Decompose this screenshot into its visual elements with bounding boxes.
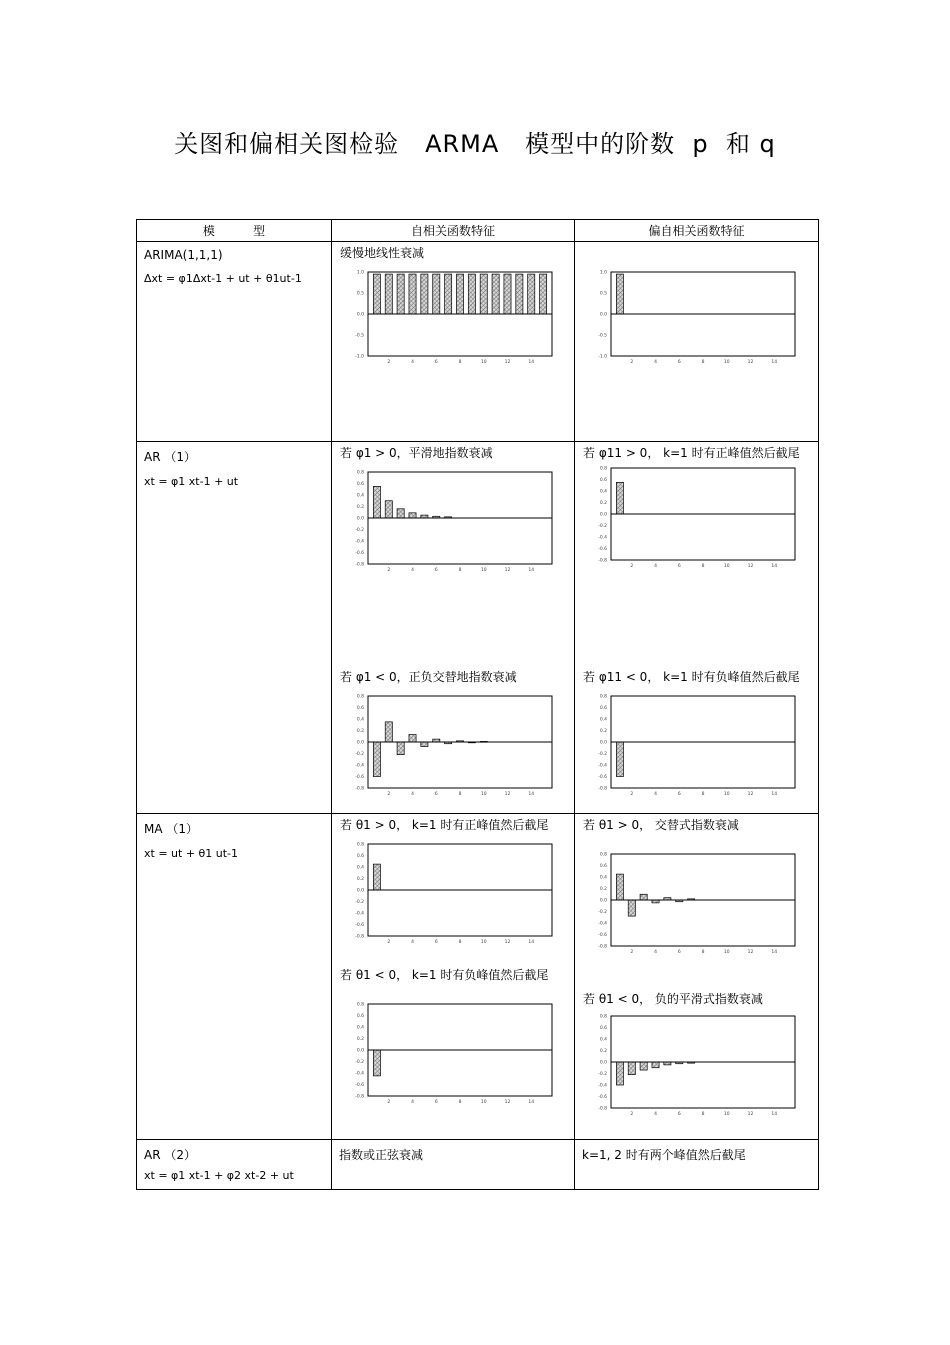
- bar: [385, 501, 392, 518]
- x-tick-label: 2: [387, 940, 391, 945]
- x-tick-label: 2: [630, 792, 634, 797]
- y-tick-label: 0.6: [356, 482, 364, 487]
- y-tick-label: -0.4: [598, 921, 607, 927]
- bar: [628, 1062, 635, 1075]
- bar: [421, 742, 428, 747]
- y-tick-label: 0.4: [356, 1025, 364, 1031]
- bar: [421, 274, 428, 314]
- bar: [397, 742, 404, 755]
- y-tick-label: 0.2: [356, 729, 364, 734]
- x-tick-label: 2: [387, 792, 391, 797]
- x-tick-label: 6: [677, 360, 681, 365]
- x-tick-label: 10: [480, 360, 487, 365]
- model-name: ARIMA(1,1,1): [144, 248, 223, 262]
- y-tick-label: -0.8: [355, 1094, 364, 1100]
- y-tick-label: -0.2: [355, 528, 364, 533]
- acf-chart-positive: [338, 840, 560, 948]
- y-tick-label: 0.0: [356, 312, 364, 318]
- y-tick-label: -0.8: [355, 562, 364, 568]
- y-tick-label: -0.5: [598, 333, 607, 339]
- x-tick-label: 6: [677, 792, 681, 797]
- model-name: AR （2）: [144, 1148, 196, 1162]
- x-tick-label: 6: [434, 940, 438, 945]
- x-tick-label: 12: [747, 360, 754, 365]
- x-tick-label: 8: [701, 950, 705, 955]
- bar: [616, 482, 623, 514]
- y-tick-label: 0.2: [599, 729, 607, 734]
- y-tick-label: 0.8: [599, 852, 607, 858]
- x-tick-label: 14: [528, 1100, 535, 1105]
- pacf-caption: k=1, 2 时有两个峰值然后截尾: [582, 1148, 746, 1162]
- bar: [468, 274, 475, 314]
- x-tick-label: 6: [677, 564, 681, 569]
- y-tick-label: -0.6: [598, 933, 607, 938]
- x-tick-label: 8: [458, 1100, 462, 1105]
- x-tick-label: 6: [434, 1100, 438, 1105]
- y-tick-label: 0.0: [356, 516, 364, 522]
- acf-cell: [332, 814, 575, 1140]
- model-formula: xt = φ1 xt-1 + ut: [144, 475, 239, 488]
- x-tick-label: 4: [411, 360, 414, 365]
- bar: [373, 486, 380, 518]
- x-tick-label: 12: [747, 950, 754, 955]
- table-row: [137, 1140, 819, 1190]
- model-formula: Δxt = φ1Δxt-1 + ut + θ1ut-1: [144, 272, 302, 285]
- bar: [433, 274, 440, 314]
- x-tick-label: 14: [771, 792, 778, 797]
- x-tick-label: 12: [504, 940, 511, 945]
- bar: [652, 1062, 659, 1068]
- pacf-cell: [575, 1140, 819, 1190]
- bar: [397, 509, 404, 518]
- model-cell: [137, 442, 332, 814]
- y-tick-label: 0.0: [599, 512, 607, 518]
- x-tick-label: 8: [701, 564, 705, 569]
- y-tick-label: 0.2: [599, 1049, 607, 1054]
- x-tick-label: 4: [411, 1100, 414, 1105]
- acf-chart-negative: [338, 692, 560, 800]
- y-tick-label: -0.6: [355, 775, 364, 780]
- x-tick-label: 14: [528, 792, 535, 797]
- x-tick-label: 8: [458, 568, 462, 573]
- pacf-caption-negative: 若 θ1 < 0， 负的平滑式指数衰减: [583, 992, 763, 1006]
- y-tick-label: -0.8: [598, 786, 607, 792]
- model-formula: xt = φ1 xt-1 + φ2 xt-2 + ut: [144, 1169, 294, 1182]
- table-header-row: [137, 220, 819, 242]
- y-tick-label: 0.4: [356, 717, 364, 723]
- x-tick-label: 6: [434, 792, 438, 797]
- x-tick-label: 14: [528, 360, 535, 365]
- acf-caption: 缓慢地线性衰减: [340, 246, 425, 260]
- x-tick-label: 14: [528, 568, 535, 573]
- x-tick-label: 6: [677, 950, 681, 955]
- x-tick-label: 8: [458, 792, 462, 797]
- bar: [385, 722, 392, 742]
- y-tick-label: -0.6: [598, 547, 607, 552]
- bar: [492, 274, 499, 314]
- y-tick-label: -0.8: [598, 558, 607, 564]
- x-tick-label: 12: [747, 564, 754, 569]
- pacf-cell: [575, 242, 819, 442]
- y-tick-label: 0.0: [599, 1060, 607, 1066]
- bar: [409, 274, 416, 314]
- x-tick-label: 12: [504, 792, 511, 797]
- bar: [616, 874, 623, 900]
- bar: [445, 274, 452, 314]
- x-tick-label: 10: [723, 1112, 730, 1117]
- y-tick-label: -0.8: [598, 1106, 607, 1112]
- y-tick-label: -0.8: [598, 944, 607, 950]
- pacf-chart-positive: [581, 464, 803, 572]
- x-tick-label: 4: [654, 792, 657, 797]
- bar: [373, 1050, 380, 1076]
- y-tick-label: 0.6: [599, 1026, 607, 1031]
- y-tick-label: 0.6: [356, 854, 364, 859]
- y-tick-label: 0.8: [356, 842, 364, 848]
- y-tick-label: -0.2: [598, 524, 607, 529]
- y-tick-label: 0.6: [356, 1014, 364, 1019]
- x-tick-label: 10: [480, 568, 487, 573]
- bar: [456, 274, 463, 314]
- y-tick-label: 0.8: [356, 1002, 364, 1008]
- acf-caption-positive: 若 θ1 > 0， k=1 时有正峰值然后截尾: [340, 818, 549, 832]
- acf-caption: 指数或正弦衰减: [339, 1148, 424, 1162]
- y-tick-label: 0.4: [599, 1037, 607, 1043]
- header-model: 模 型: [137, 220, 332, 242]
- x-tick-label: 2: [387, 360, 391, 365]
- y-tick-label: 0.8: [599, 466, 607, 472]
- x-tick-label: 12: [747, 1112, 754, 1117]
- x-tick-label: 8: [458, 360, 462, 365]
- y-tick-label: -0.4: [598, 1083, 607, 1089]
- table-row: [137, 442, 819, 814]
- y-tick-label: -0.4: [355, 1071, 364, 1077]
- bar: [516, 274, 523, 314]
- y-tick-label: -1.0: [355, 354, 364, 360]
- header-pacf: 偏自相关函数特征: [575, 220, 819, 242]
- bar: [640, 894, 647, 900]
- x-tick-label: 14: [528, 940, 535, 945]
- x-tick-label: 10: [480, 940, 487, 945]
- x-tick-label: 6: [677, 1112, 681, 1117]
- y-tick-label: 0.2: [356, 877, 364, 882]
- x-tick-label: 14: [771, 564, 778, 569]
- pacf-chart-negative: [581, 1012, 803, 1120]
- x-tick-label: 2: [387, 568, 391, 573]
- y-tick-label: -0.2: [355, 752, 364, 757]
- bar: [640, 1062, 647, 1070]
- x-tick-label: 6: [434, 360, 438, 365]
- bar: [397, 274, 404, 314]
- bar: [616, 274, 623, 314]
- x-tick-label: 8: [701, 1112, 705, 1117]
- bar: [373, 274, 380, 314]
- bar: [409, 735, 416, 742]
- pacf-cell: [575, 814, 819, 1140]
- x-tick-label: 8: [701, 360, 705, 365]
- y-tick-label: -0.4: [598, 763, 607, 769]
- y-tick-label: 0.6: [356, 706, 364, 711]
- y-tick-label: 0.2: [599, 501, 607, 506]
- acf-caption-negative: 若 θ1 < 0， k=1 时有负峰值然后截尾: [340, 968, 549, 982]
- x-tick-label: 12: [504, 360, 511, 365]
- pacf-chart: [581, 268, 803, 368]
- model-name: MA （1）: [144, 822, 199, 836]
- bar: [373, 864, 380, 890]
- y-tick-label: 0.0: [599, 898, 607, 904]
- x-tick-label: 12: [504, 1100, 511, 1105]
- y-tick-label: -0.4: [598, 535, 607, 541]
- x-tick-label: 4: [411, 940, 414, 945]
- x-tick-label: 8: [701, 792, 705, 797]
- y-tick-label: 0.6: [599, 706, 607, 711]
- y-tick-label: 0.0: [356, 740, 364, 746]
- y-tick-label: 0.4: [599, 875, 607, 881]
- acf-cell: [332, 1140, 575, 1190]
- pacf-caption-positive: 若 θ1 > 0， 交替式指数衰减: [583, 818, 739, 832]
- model-cell: [137, 242, 332, 442]
- acf-chart: [338, 268, 560, 368]
- y-tick-label: -0.2: [598, 1072, 607, 1077]
- x-tick-label: 14: [771, 360, 778, 365]
- x-tick-label: 8: [458, 940, 462, 945]
- y-tick-label: 0.5: [599, 291, 607, 297]
- y-tick-label: -1.0: [598, 354, 607, 360]
- bar: [385, 274, 392, 314]
- y-tick-label: -0.2: [355, 900, 364, 905]
- y-tick-label: -0.4: [355, 539, 364, 545]
- bar: [504, 274, 511, 314]
- y-tick-label: 0.0: [356, 1048, 364, 1054]
- bar: [628, 900, 635, 916]
- table-row: [137, 242, 819, 442]
- y-tick-label: 0.2: [599, 887, 607, 892]
- acf-caption-positive: 若 φ1 > 0，平滑地指数衰减: [340, 446, 493, 460]
- y-tick-label: 0.4: [356, 865, 364, 871]
- x-tick-label: 10: [723, 950, 730, 955]
- pacf-chart-negative: [581, 692, 803, 800]
- y-tick-label: 0.6: [599, 478, 607, 483]
- x-tick-label: 4: [654, 360, 657, 365]
- bar: [616, 742, 623, 777]
- y-tick-label: -0.5: [355, 333, 364, 339]
- model-cell: [137, 814, 332, 1140]
- y-tick-label: 0.4: [356, 493, 364, 499]
- x-tick-label: 2: [630, 1112, 634, 1117]
- header-acf: 自相关函数特征: [332, 220, 575, 242]
- y-tick-label: -0.6: [355, 923, 364, 928]
- model-formula: xt = ut + θ1 ut-1: [144, 847, 239, 860]
- y-tick-label: -0.2: [598, 910, 607, 915]
- x-tick-label: 4: [654, 1112, 657, 1117]
- y-tick-label: -0.4: [355, 763, 364, 769]
- y-tick-label: 0.0: [599, 740, 607, 746]
- x-tick-label: 4: [654, 564, 657, 569]
- x-tick-label: 14: [771, 1112, 778, 1117]
- x-tick-label: 12: [747, 792, 754, 797]
- y-tick-label: 0.0: [599, 312, 607, 318]
- table-row: [137, 814, 819, 1140]
- y-tick-label: -0.6: [355, 1083, 364, 1088]
- pacf-cell: [575, 442, 819, 814]
- bar: [409, 513, 416, 518]
- acf-pacf-table: [136, 219, 819, 1190]
- pacf-chart-positive: [581, 850, 803, 958]
- y-tick-label: 0.4: [599, 489, 607, 495]
- x-tick-label: 10: [723, 792, 730, 797]
- y-tick-label: -0.8: [355, 786, 364, 792]
- pacf-caption-negative: 若 φ11 < 0， k=1 时有负峰值然后截尾: [583, 670, 800, 684]
- x-tick-label: 10: [480, 792, 487, 797]
- y-tick-label: 1.0: [599, 270, 607, 276]
- y-tick-label: 0.8: [599, 1014, 607, 1020]
- bar: [480, 274, 487, 314]
- x-tick-label: 4: [411, 792, 414, 797]
- model-cell: [137, 1140, 332, 1190]
- y-tick-label: 0.0: [356, 888, 364, 894]
- x-tick-label: 14: [771, 950, 778, 955]
- pacf-caption-positive: 若 φ11 > 0， k=1 时有正峰值然后截尾: [583, 446, 800, 460]
- x-tick-label: 4: [411, 568, 414, 573]
- y-tick-label: -0.2: [598, 752, 607, 757]
- x-tick-label: 12: [504, 568, 511, 573]
- y-tick-label: -0.6: [598, 775, 607, 780]
- y-tick-label: -0.4: [355, 911, 364, 917]
- acf-chart-negative: [338, 1000, 560, 1108]
- bar: [540, 274, 547, 314]
- y-tick-label: 0.8: [599, 694, 607, 700]
- y-tick-label: -0.6: [355, 551, 364, 556]
- model-name: AR （1）: [144, 450, 196, 464]
- y-tick-label: -0.2: [355, 1060, 364, 1065]
- y-tick-label: 0.6: [599, 864, 607, 869]
- acf-cell: [332, 242, 575, 442]
- acf-chart-positive: [338, 468, 560, 576]
- x-tick-label: 6: [434, 568, 438, 573]
- y-tick-label: 0.2: [356, 505, 364, 510]
- bar: [528, 274, 535, 314]
- y-tick-label: 0.4: [599, 717, 607, 723]
- bar: [373, 742, 380, 777]
- x-tick-label: 2: [387, 1100, 391, 1105]
- x-tick-label: 4: [654, 950, 657, 955]
- y-tick-label: 0.5: [356, 291, 364, 297]
- acf-cell: [332, 442, 575, 814]
- y-tick-label: -0.8: [355, 934, 364, 940]
- x-tick-label: 2: [630, 360, 634, 365]
- x-tick-label: 10: [723, 564, 730, 569]
- page-title: 关图和偏相关图检验 ARMA 模型中的阶数 p 和 q: [174, 130, 776, 158]
- y-tick-label: 0.2: [356, 1037, 364, 1042]
- y-tick-label: 1.0: [356, 270, 364, 276]
- x-tick-label: 10: [723, 360, 730, 365]
- acf-caption-negative: 若 φ1 < 0，正负交替地指数衰减: [340, 670, 517, 684]
- x-tick-label: 2: [630, 564, 634, 569]
- y-tick-label: 0.8: [356, 694, 364, 700]
- y-tick-label: -0.6: [598, 1095, 607, 1100]
- bar: [616, 1062, 623, 1085]
- x-tick-label: 10: [480, 1100, 487, 1105]
- x-tick-label: 2: [630, 950, 634, 955]
- y-tick-label: 0.8: [356, 470, 364, 476]
